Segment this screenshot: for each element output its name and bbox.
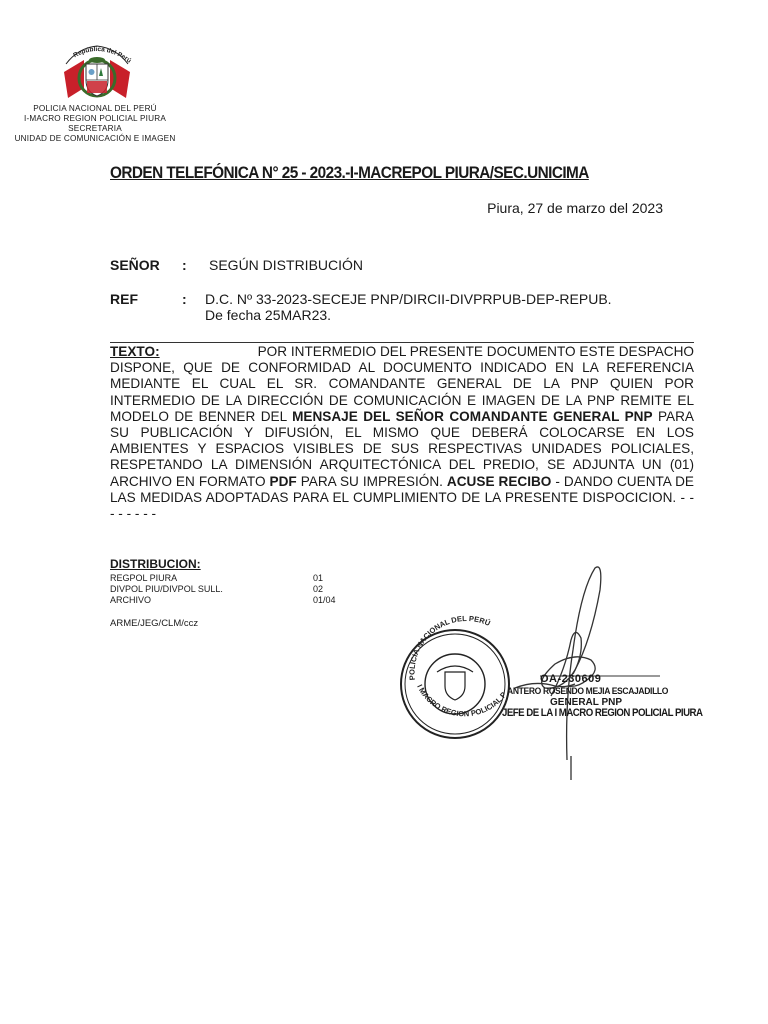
reference-code: ARME/JEG/CLM/ccz [110,618,199,629]
stamp-text-bottom: I MACRO REGION POLICIAL P [415,682,509,719]
texto-bold-1: MENSAJE DEL SEÑOR COMANDANTE GENERAL PNP [292,408,653,424]
distribution-qty: 01/04 [313,595,336,605]
svg-text:I MACRO REGION POLICIAL PIURA [395,560,508,718]
signatory-position: JEFE DE LA I MACRO REGION POLICIAL PIURA [502,707,703,719]
texto-bold-2: PDF [269,473,297,489]
signatory-rank: GENERAL PNP [550,697,623,708]
institution-line-3: SECRETARIA [68,124,122,133]
institution-line-4: UNIDAD DE COMUNICACIÓN E IMAGEN [14,134,176,143]
texto-part-1: POR INTERMEDIO DEL PRESENTE DOCUMENTO ESTE DESPACHO DISPONE, QUE DE CONFORMIDAD AL DOCUMENTO INDICADO EN LA REFERENCIA MEDIANTE EL CUAL EL SR. COMANDANTE GENERAL DE LA PNP QUIEN POR INTERMEDIO DE LA DIRECCIÓN DE COMUNICACIÓN E IMAGEN DE LA PNP REMITE EL MODELO DE BENNER DEL [110,344,694,424]
institution-header [0,104,190,144]
document-title: ORDEN TELEFÓNICA N° 25 - 2023.-I-MACREPOL PIURA/SEC.UNICIMA [110,164,589,182]
official-stamp-seal [395,560,509,738]
senor-value: SEGÚN DISTRIBUCIÓN [209,257,364,273]
distribution-name: REGPOL PIURA [110,573,178,583]
stamp-text-top: POLICIA NACIONAL DEL PERÚ [407,613,492,681]
coat-of-arms-emblem [58,42,136,106]
ref-colon: : [182,291,187,307]
distribution-qty: 02 [313,584,324,594]
texto-part-3: PARA SU IMPRESIÓN. [296,473,447,489]
svg-text:POLICIA NACIONAL DEL PERÚ [407,614,491,681]
senor-label: SEÑOR [110,257,160,273]
signatory-name: ANTERO ROSENDO MEJIA ESCAJADILLO [507,686,669,697]
signature-area [395,560,695,780]
svg-text:República del Perú: República del Perú [72,45,133,65]
ref-line-2: De fecha 25MAR23. [205,307,332,323]
distribution-name: ARCHIVO [110,595,152,605]
senor-colon: : [182,257,187,273]
texto-bold-3: ACUSE RECIBO [446,473,552,489]
distribution-heading: DISTRIBUCION: [110,557,201,571]
distribution-qty: 01 [313,573,324,583]
institution-line-1: POLICIA NACIONAL DEL PERÚ [33,104,157,113]
document-date: Piura, 27 de marzo del 2023 [487,200,663,216]
ref-label: REF [110,291,138,307]
texto-part-2: PARA SU PUBLICACIÓN Y DIFUSIÓN, EL MISMO QUE DEBERÁ COLOCARSE EN LOS AMBIENTES Y ESPACIOS VISIBLES DE SUS RESPECTIVAS UNIDADES POLICIALES, RESPETANDO LA DIMENSIÓN ARQUITECTÓNICA DEL PREDIO, SE ADJUNTA UN (01) ARCHIVO EN FORMATO [110,408,694,489]
texto-part-4: - DANDO CUENTA DE LAS MEDIDAS ADOPTADAS PARA EL CUMPLIMIENTO DE LA PRESENTE DISPOCICION. - - - - - - - - [110,473,694,522]
oa-code: OA-230609 [540,673,602,685]
institution-line-2: I-MACRO REGION POLICIAL PIURA [24,114,166,123]
distribution-name: DIVPOL PIU/DIVPOL SULL. [110,584,223,594]
texto-label: TEXTO: [110,344,160,359]
ref-line-1: D.C. Nº 33-2023-SECEJE PNP/DIRCII-DIVPRPUB-DEP-REPUB. [205,291,612,307]
body-text [110,342,694,522]
